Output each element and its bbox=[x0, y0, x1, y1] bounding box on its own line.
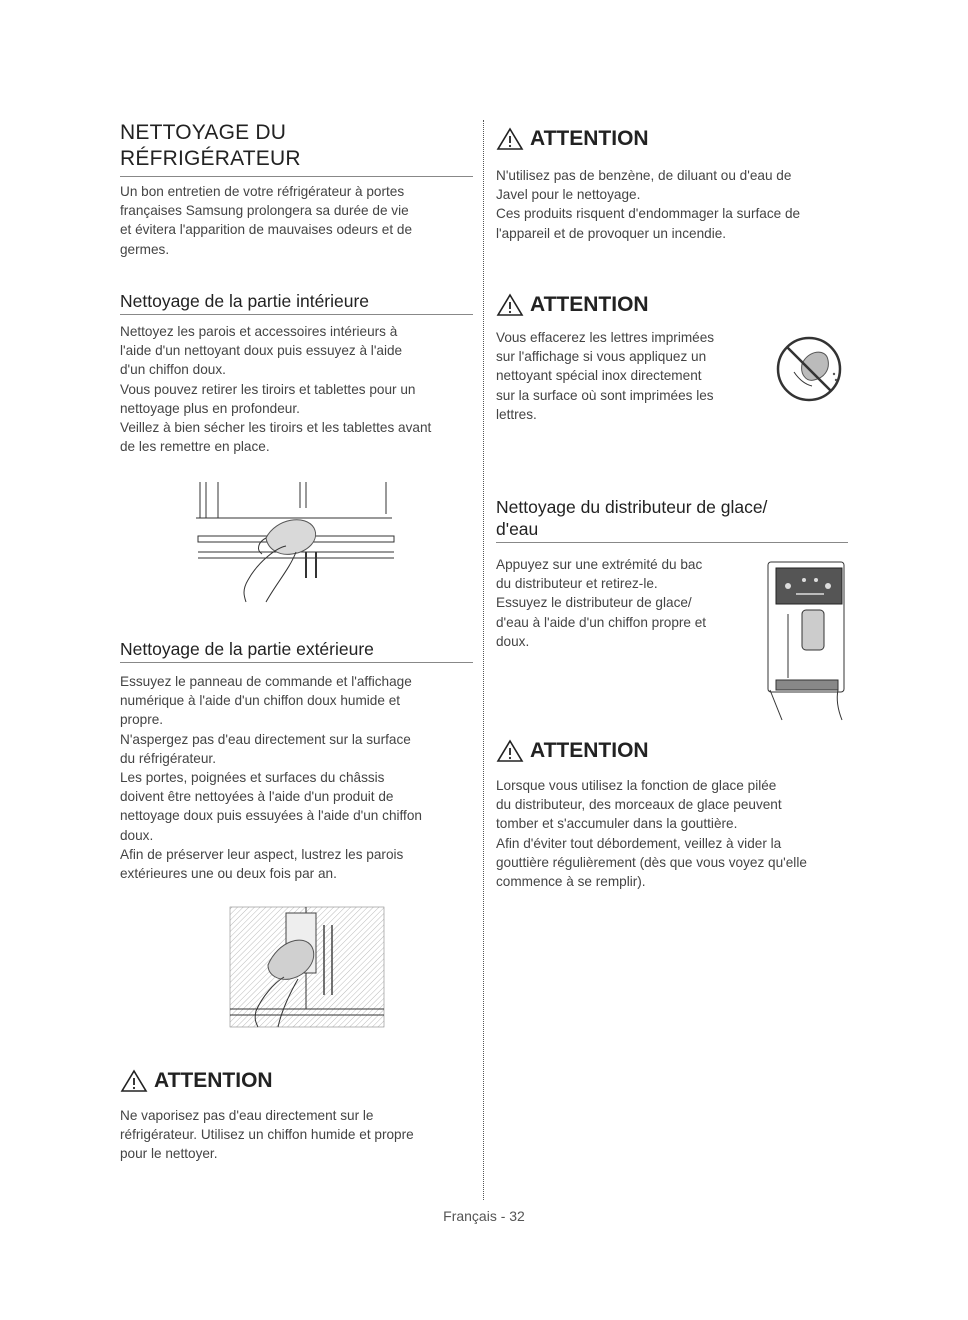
attention-heading-1 bbox=[496, 126, 649, 152]
column-divider bbox=[483, 120, 484, 1200]
dispenser-title-line2: d'eau bbox=[496, 519, 539, 539]
dispenser-title bbox=[496, 496, 848, 543]
dispenser-text: Appuyez sur une extrémité du bac du distributeur et retirez-le. Essuyez le distributeur de glace/ d'eau à l'aide d'un chiffon propre et doux. bbox=[496, 557, 707, 649]
attention-heading-left bbox=[120, 1068, 273, 1094]
page-title-line2: RÉFRIGÉRATEUR bbox=[120, 147, 301, 170]
attention-label: ATTENTION bbox=[530, 739, 649, 762]
warning-triangle-icon bbox=[120, 1069, 148, 1093]
attention-text-3: Lorsque vous utilisez la fonction de glace pilée du distributeur, des morceaux de glace peuvent tomber et s'accumuler dans la gouttière. Afin d'éviter tout débordement, veillez à vider la gouttière régulièrement (dès que vous voyez qu'elle commence à se remplir). bbox=[496, 778, 807, 890]
page-footer: Français - 32 bbox=[443, 1208, 525, 1224]
warning-triangle-icon bbox=[496, 127, 524, 151]
warning-triangle-icon bbox=[496, 739, 524, 763]
interior-text: Nettoyez les parois et accessoires intérieurs à l'aide d'un nettoyant doux puis essuyez à l'aide d'un chiffon doux. Vous pouvez retirer les tiroirs et tablettes pour un nettoyage plus en profondeur. Veillez à bien sécher les tiroirs et les tablettes avant de les remettre en place. bbox=[120, 324, 432, 455]
exterior-title: Nettoyage de la partie extérieure bbox=[120, 638, 473, 663]
no-spray-icon bbox=[774, 334, 844, 404]
attention-text-1: N'utilisez pas de benzène, de diluant ou d'eau de Javel pour le nettoyage. Ces produits risquent d'endommager la surface de l'appareil et de provoquer un incendie. bbox=[496, 168, 801, 241]
interior-title: Nettoyage de la partie intérieure bbox=[120, 290, 473, 315]
attention-heading-3 bbox=[496, 738, 649, 764]
exterior-text: Essuyez le panneau de commande et l'affichage numérique à l'aide d'un chiffon doux humide et propre. N'aspergez pas d'eau directement sur la surface du réfrigérateur. Les portes, poignées et surfaces du châssis doivent être nettoyées à l'aide d'un produit de nettoyage doux puis essuyées à l'aide d'un chiffon doux. Afin de préserver leur aspect, lustrez les parois extérieures une ou deux fois par an. bbox=[120, 674, 422, 882]
attention-label: ATTENTION bbox=[154, 1069, 273, 1092]
attention-label: ATTENTION bbox=[530, 293, 649, 316]
attention-heading-2 bbox=[496, 292, 649, 318]
exterior-cleaning-illustration bbox=[228, 905, 386, 1030]
interior-cleaning-illustration bbox=[196, 478, 396, 608]
warning-triangle-icon bbox=[496, 293, 524, 317]
attention-label: ATTENTION bbox=[530, 127, 649, 150]
attention-text-left: Ne vaporisez pas d'eau directement sur le réfrigérateur. Utilisez un chiffon humide et propre pour le nettoyer. bbox=[120, 1108, 414, 1162]
attention-text-2: Vous effacerez les lettres imprimées sur l'affichage si vous appliquez un nettoyant spécial inox directement sur la surface où sont imprimées les lettres. bbox=[496, 330, 715, 422]
page-title-line1: NETTOYAGE DU bbox=[120, 121, 287, 144]
page-title bbox=[120, 120, 473, 177]
dispenser-title-line1: Nettoyage du distributeur de glace/ bbox=[496, 497, 768, 517]
dispenser-illustration bbox=[766, 558, 848, 724]
intro-text: Un bon entretien de votre réfrigérateur à portes françaises Samsung prolongera sa durée de vie et évitera l'apparition de mauvaises odeurs et de germes. bbox=[120, 184, 413, 257]
